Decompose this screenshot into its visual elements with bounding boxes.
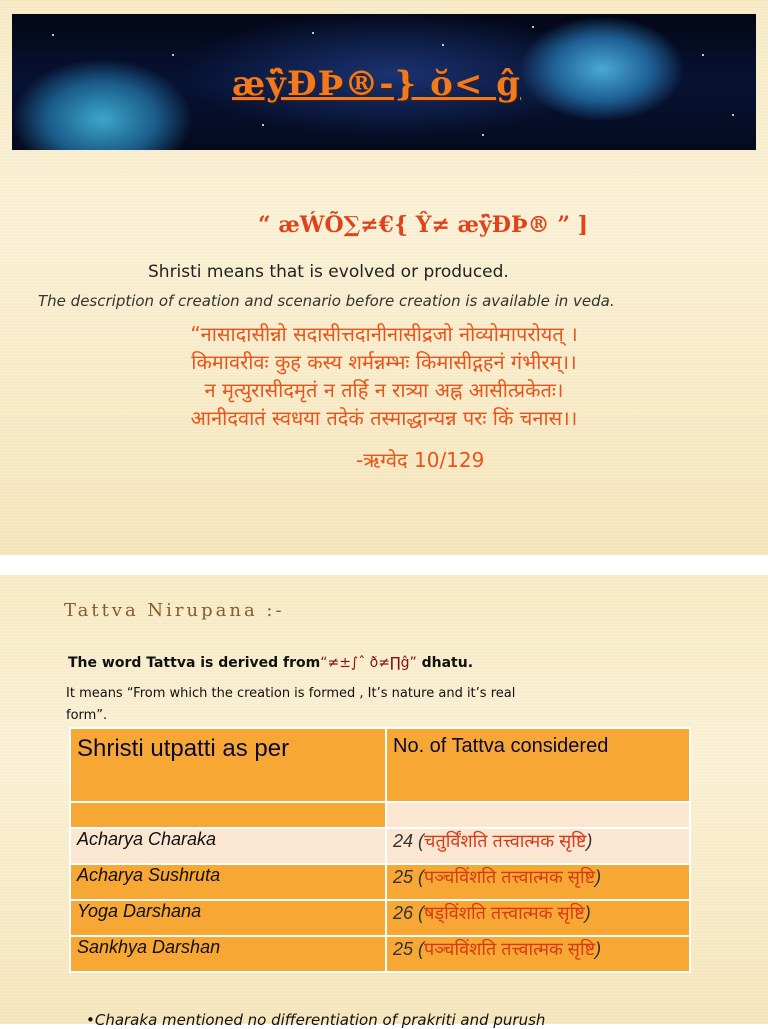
table-row <box>70 864 690 900</box>
row-count: 26 (षड्विंशति तत्त्वात्मक सृष्टि) <box>386 900 690 936</box>
verse-source: -ऋग्वेद 10/129 <box>356 448 485 472</box>
verse-line: “नासादासीन्नो सदासीत्तदानीनासीद्रजो नोव्योमापरोयत् । <box>190 322 578 346</box>
meaning-text: It means “From which the creation is formed , It’s nature and it’s real form”. <box>66 686 516 723</box>
bullet-point: •Charaka mentioned no differentiation of prakriti and purush <box>86 1011 546 1029</box>
verse-line: न मृत्युरासीदमृतं न तर्हि न रात्र्या अह्न आसीत्प्रकेतः। <box>204 378 564 402</box>
space-banner <box>12 14 756 150</box>
derivation-pre: The word Tattva is derived from <box>68 655 321 671</box>
derivation-text <box>68 655 473 671</box>
column-header-count: No. of Tattva considered <box>386 728 690 802</box>
description-text: The description of creation and scenario before creation is available in veda. <box>38 292 615 310</box>
verse-line: किमावरीवः कुह कस्य शर्मन्नम्भः किमासीद्गहनं गंभीरम्।। <box>191 350 577 374</box>
tattva-table <box>69 727 691 973</box>
table-row <box>70 936 690 972</box>
column-header-source: Shristi utpatti as per <box>70 728 386 802</box>
row-source: Sankhya Darshan <box>70 936 386 972</box>
table-row <box>70 828 690 864</box>
table-row-blank <box>70 802 690 828</box>
row-source: Yoga Darshana <box>70 900 386 936</box>
derivation-glyph: “≠±∫ˆ ð≠∏ĝ” <box>320 655 417 671</box>
derivation-post: dhatu. <box>416 655 474 671</box>
table-header-row <box>70 728 690 802</box>
slide-title: Tattva Nirupana :- <box>64 600 285 621</box>
slide-tattva <box>0 575 768 1029</box>
row-source: Acharya Charaka <box>70 828 386 864</box>
verse-line: आनीदवातं स्वधया तदेकं तस्माद्धान्यन्न परः किं चनास।। <box>190 406 578 430</box>
row-count: 25 (पञ्चविंशति तत्त्वात्मक सृष्टि) <box>386 864 690 900</box>
row-count: 24 (चतुर्विंशति तत्त्वात्मक सृष्टि) <box>386 828 690 864</box>
sanskrit-verse <box>0 320 768 432</box>
row-source: Acharya Sushruta <box>70 864 386 900</box>
table-row <box>70 900 690 936</box>
row-count: 25 (पञ्चविंशति तत्त्वात्मक सृष्टि) <box>386 936 690 972</box>
banner-title: æÿ̂ÐÞ®-} ŏ< ĝ <box>232 64 521 104</box>
quote-title: “ æẂÕ∑≠€{ Ŷ≠ æÿ̂ÐÞ® ” ] <box>258 212 589 238</box>
definition-text: Shristi means that is evolved or produced. <box>148 262 509 282</box>
